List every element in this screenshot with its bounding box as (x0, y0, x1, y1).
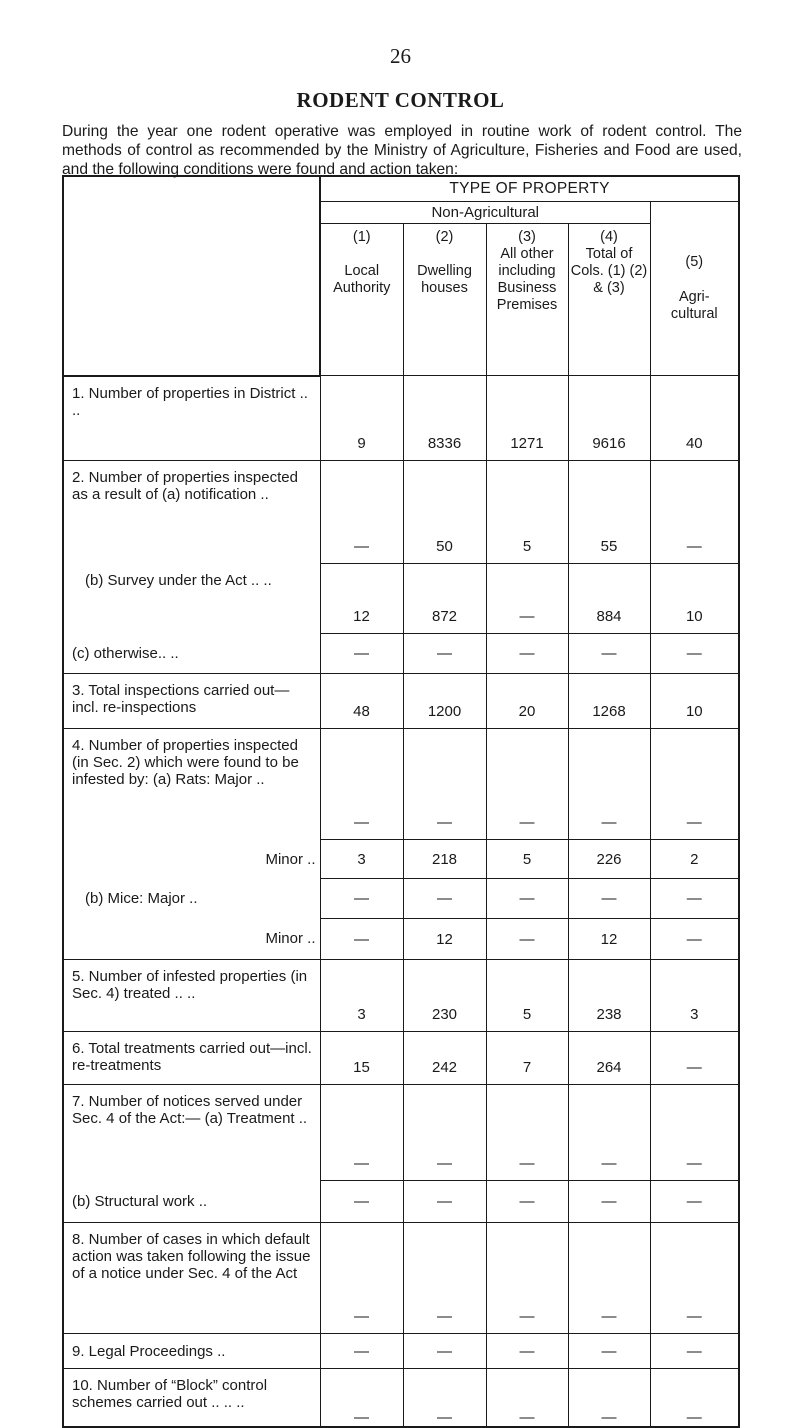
table-cell: — (650, 1334, 739, 1369)
column-number: (1) (352, 229, 371, 245)
table-cell: 9 (320, 376, 403, 461)
table-cell: 3 (650, 960, 739, 1032)
table-cell: — (486, 1369, 568, 1427)
table-cell: — (568, 634, 650, 674)
table-cell: — (650, 1369, 739, 1427)
table-cell: — (486, 1223, 568, 1334)
table-cell: — (568, 729, 650, 840)
row-label: 8. Number of cases in which default action was taken following the issue of a notice under Sec. 4 of the Act (63, 1223, 320, 1334)
table-cell: 5 (486, 840, 568, 879)
table-row (63, 1369, 739, 1427)
row-label: Minor .. (63, 919, 320, 960)
table-cell: — (650, 729, 739, 840)
table-row (63, 376, 739, 461)
table-cell: 3 (320, 840, 403, 879)
row-label: Minor .. (63, 840, 320, 879)
table-cell: 12 (568, 919, 650, 960)
table-cell: 7 (486, 1032, 568, 1085)
table-cell: 12 (320, 564, 403, 634)
row-label: (b) Mice: Major .. (85, 890, 198, 907)
table-row (63, 1032, 739, 1085)
type-of-property-header: TYPE OF PROPERTY (320, 176, 739, 202)
table-cell: 55 (568, 461, 650, 564)
table-cell: — (403, 1369, 486, 1427)
table-cell: — (320, 1223, 403, 1334)
table-cell: 1200 (403, 674, 486, 729)
table-row (63, 729, 739, 840)
table-cell: 48 (320, 674, 403, 729)
row-label: (c) otherwise.. .. (63, 634, 320, 674)
row-label: 4. Number of properties inspected (in Sec. 2) which were found to be infested by: (a) Rats: Major .. (63, 729, 320, 840)
row-label: 1. Number of properties in District .. .. (63, 376, 320, 461)
column-number: (5) (685, 254, 704, 270)
table-cell: — (320, 1085, 403, 1181)
column-header-4 (568, 224, 650, 376)
intro-paragraph: During the year one rodent operative was employed in routine work of rodent control. The methods of control as recommended by the Ministry of Agriculture, Fisheries and Food are used, and the following conditions were found and action taken: (62, 123, 742, 178)
column-label: Dwelling houses (417, 263, 472, 296)
table-cell: — (403, 1223, 486, 1334)
column-header-1 (320, 224, 403, 376)
row-label: 7. Number of notices served under Sec. 4 of the Act:— (a) Treatment .. (63, 1085, 320, 1181)
table-cell: — (320, 461, 403, 564)
column-number: (4) (600, 229, 618, 245)
table-cell: 40 (650, 376, 739, 461)
table-row (63, 840, 739, 879)
column-number: (2) (435, 229, 454, 245)
table-cell: — (403, 1334, 486, 1369)
non-agricultural-header: Non-Agricultural (320, 202, 650, 224)
table-cell: 230 (403, 960, 486, 1032)
table-row (63, 960, 739, 1032)
table-cell: — (568, 879, 650, 919)
table-cell: — (650, 879, 739, 919)
table-cell: — (568, 1334, 650, 1369)
table-cell: — (650, 1223, 739, 1334)
table-cell: — (568, 1223, 650, 1334)
table-cell: — (650, 461, 739, 564)
column-label: Local Authority (333, 263, 391, 296)
table-cell: 10 (650, 674, 739, 729)
table-cell: 20 (486, 674, 568, 729)
row-label: 10. Number of “Block” control schemes carried out .. .. .. (63, 1369, 320, 1427)
table-cell: — (650, 1181, 739, 1223)
table-cell: — (486, 1085, 568, 1181)
column-header-5 (650, 202, 739, 376)
table-cell: 1271 (486, 376, 568, 461)
table-cell: — (403, 1181, 486, 1223)
table-row (63, 564, 739, 634)
table-cell: — (650, 919, 739, 960)
row-label: (b) Survey under the Act .. .. (85, 571, 272, 589)
table-cell: 872 (403, 564, 486, 634)
table-cell: — (320, 1334, 403, 1369)
table-cell: 264 (568, 1032, 650, 1085)
column-label: All other including Business Premises (496, 246, 558, 313)
row-label: 2. Number of properties inspected as a result of (a) notification .. (63, 461, 320, 564)
table-cell: 50 (403, 461, 486, 564)
table-row (63, 879, 739, 919)
table-row (63, 1223, 739, 1334)
table-cell: — (320, 919, 403, 960)
column-number: (3) (518, 229, 536, 245)
table-cell: — (403, 879, 486, 919)
row-label: 9. Legal Proceedings .. (63, 1334, 320, 1369)
row-label: 3. Total inspections carried out—incl. re-inspections (63, 674, 320, 729)
table-cell: — (486, 634, 568, 674)
table-row (63, 919, 739, 960)
table-cell: — (650, 1032, 739, 1085)
table-cell: 1268 (568, 674, 650, 729)
table-cell: — (650, 634, 739, 674)
table-cell: — (486, 729, 568, 840)
table-cell: — (486, 879, 568, 919)
rodent-control-table (62, 175, 740, 1428)
row-label: (b) Structural work .. (63, 1181, 320, 1223)
table-cell: 226 (568, 840, 650, 879)
table-cell: 5 (486, 960, 568, 1032)
table-cell: — (568, 1369, 650, 1427)
table-cell: — (568, 1085, 650, 1181)
table-cell: — (486, 919, 568, 960)
table-cell: 218 (403, 840, 486, 879)
table-cell: — (486, 564, 568, 634)
table-cell: — (403, 634, 486, 674)
table-cell: 10 (650, 564, 739, 634)
table-row (63, 461, 739, 564)
table-cell: 9616 (568, 376, 650, 461)
table-cell: — (486, 1181, 568, 1223)
table-row (63, 1085, 739, 1181)
table-cell: 12 (403, 919, 486, 960)
column-header-3 (486, 224, 568, 376)
table-cell: — (403, 1085, 486, 1181)
row-label: 6. Total treatments carried out—incl. re-treatments (63, 1032, 320, 1085)
table-cell: — (403, 729, 486, 840)
table-row (63, 1334, 739, 1369)
table-cell: 15 (320, 1032, 403, 1085)
table-row (63, 1181, 739, 1223)
table-cell: — (568, 1181, 650, 1223)
table-cell: — (486, 1334, 568, 1369)
table-cell: — (320, 1181, 403, 1223)
table-cell: 2 (650, 840, 739, 879)
page-title: RODENT CONTROL (296, 88, 505, 112)
table-row (63, 634, 739, 674)
table-cell: — (320, 634, 403, 674)
page-number: 26 (390, 44, 411, 68)
table-cell: 242 (403, 1032, 486, 1085)
table-cell: — (320, 1369, 403, 1427)
table-cell: — (320, 879, 403, 919)
table-cell: 884 (568, 564, 650, 634)
column-label: Total of Cols. (1) (2) & (3) (570, 246, 648, 296)
column-label: Agri-cultural (670, 289, 718, 322)
table-cell: 5 (486, 461, 568, 564)
table-cell: 238 (568, 960, 650, 1032)
column-header-2 (403, 224, 486, 376)
table-row (63, 674, 739, 729)
row-label: 5. Number of infested properties (in Sec. 4) treated .. .. (63, 960, 320, 1032)
table-cell: — (320, 729, 403, 840)
table-cell: 3 (320, 960, 403, 1032)
table-cell: 8336 (403, 376, 486, 461)
table-cell: — (650, 1085, 739, 1181)
blank-header-cell (63, 176, 320, 376)
